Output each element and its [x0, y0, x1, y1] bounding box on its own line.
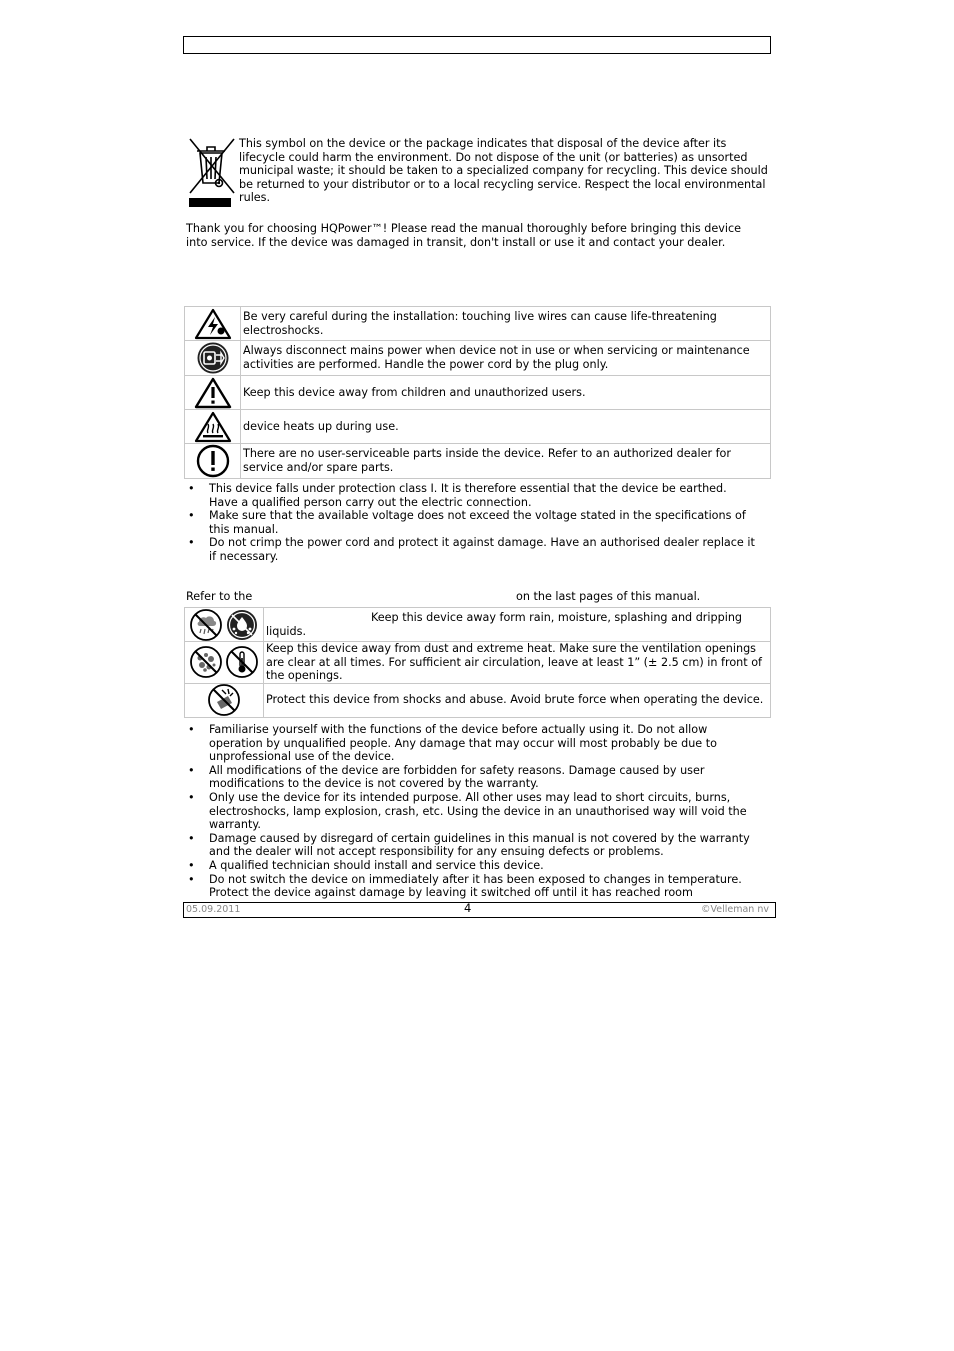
safety-text: Always disconnect mains power when device not in use or when servicing or maintenance activities are performed. Handle the power cord by the plug only.: [241, 341, 771, 376]
list-item: • Do not crimp the power cord and protect it against damage. Have an authorised dealer replace it if necessary.: [186, 536, 756, 563]
footer-date: 05.09.2011: [186, 904, 241, 915]
safety-row: [185, 444, 771, 479]
environment-row: [185, 608, 771, 642]
environment-table: [184, 607, 771, 718]
list-item: • All modifications of the device are forbidden for safety reasons. Damage caused by user modifications to the device is not covered by the warranty.: [186, 764, 756, 791]
thermometer-icon: [226, 646, 258, 678]
environment-text-cont: liquids.: [266, 624, 307, 638]
weee-bin-icon: [188, 137, 236, 209]
refer-line: [186, 590, 766, 604]
protection-bullets: [186, 482, 756, 564]
thanks-text: Thank you for choosing HQPower™! Please read the manual thoroughly before bringing this device into service. If the device was damaged in transit, don't install or use it and contact your dealer.: [186, 222, 742, 249]
environment-row: [185, 642, 771, 684]
footer-copyright: ©Velleman nv: [701, 904, 769, 915]
disposal-text: This symbol on the device or the package indicates that disposal of the device after its lifecycle could harm the environment. Do not dispose of the unit (or batteries) as unsorted municipal waste; it should be taken to a specialized company for recycling. This device should be returned to your distributor or to a local recycling service. Respect the local environmental rules.: [239, 137, 768, 205]
environment-text: Protect this device from shocks and abuse. Avoid brute force when operating the device.: [264, 683, 771, 717]
hot-surface-icon: [185, 411, 240, 443]
safety-row: [185, 341, 771, 376]
splash-icon: [226, 609, 258, 641]
exclamation-circle-icon: [185, 444, 240, 478]
safety-row: [185, 376, 771, 410]
environment-row: [185, 683, 771, 717]
unplug-icon: [185, 341, 240, 375]
shock-icon: [185, 684, 263, 716]
list-item: • This device falls under protection class I. It is therefore essential that the device be earthed. Have a qualified person carry out the electric connection.: [186, 482, 756, 509]
page-number: 4: [464, 901, 472, 915]
list-item: • Damage caused by disregard of certain guidelines in this manual is not covered by the warranty and the dealer will not accept responsibility for any ensuing defects or problems.: [186, 832, 756, 859]
page-footer: [183, 902, 776, 918]
list-item: • Make sure that the available voltage does not exceed the voltage stated in the specifications of this manual.: [186, 509, 756, 536]
safety-text: Keep this device away from children and unauthorized users.: [241, 376, 771, 410]
header-box: [183, 36, 771, 54]
rain-icon: [190, 609, 222, 641]
safety-table: [184, 306, 771, 479]
list-item: • A qualified technician should install and service this device.: [186, 859, 756, 873]
warning-triangle-icon: [185, 377, 240, 409]
safety-text: There are no user-serviceable parts inside the device. Refer to an authorized dealer for service and/or spare parts.: [241, 444, 771, 479]
environment-text: Keep this device away from dust and extreme heat. Make sure the ventilation openings are clear at all times. For sufficient air circulation, leave at least 1” (± 2.5 cm) in front of the openings.: [264, 642, 771, 684]
list-item: • Only use the device for its intended purpose. All other uses may lead to short circuits, burns, electroshocks, lamp explosion, crash, etc. Using the device in an unauthorised way will void the warranty.: [186, 791, 756, 832]
safety-row: [185, 410, 771, 444]
refer-text-start: Refer to the: [186, 590, 253, 603]
safety-text: Be very careful during the installation: touching live wires can cause life-threatening electroshocks.: [241, 307, 771, 341]
electric-shock-icon: [185, 308, 240, 340]
environment-text: Keep this device away form rain, moisture, splashing and dripping: [371, 610, 743, 624]
general-guidelines-bullets: [186, 723, 756, 900]
list-item: • Familiarise yourself with the functions of the device before actually using it. Do not allow operation by unqualified people. Any damage that may occur will most probably be due to unprofessional use of the device.: [186, 723, 756, 764]
refer-text-end: on the last pages of this manual.: [516, 590, 701, 603]
safety-text: device heats up during use.: [241, 410, 771, 444]
list-item: • Do not switch the device on immediately after it has been exposed to changes in temperature. Protect the device against damage by leaving it switched off until it has reached room: [186, 873, 756, 900]
safety-row: [185, 307, 771, 341]
dust-icon: [190, 646, 222, 678]
